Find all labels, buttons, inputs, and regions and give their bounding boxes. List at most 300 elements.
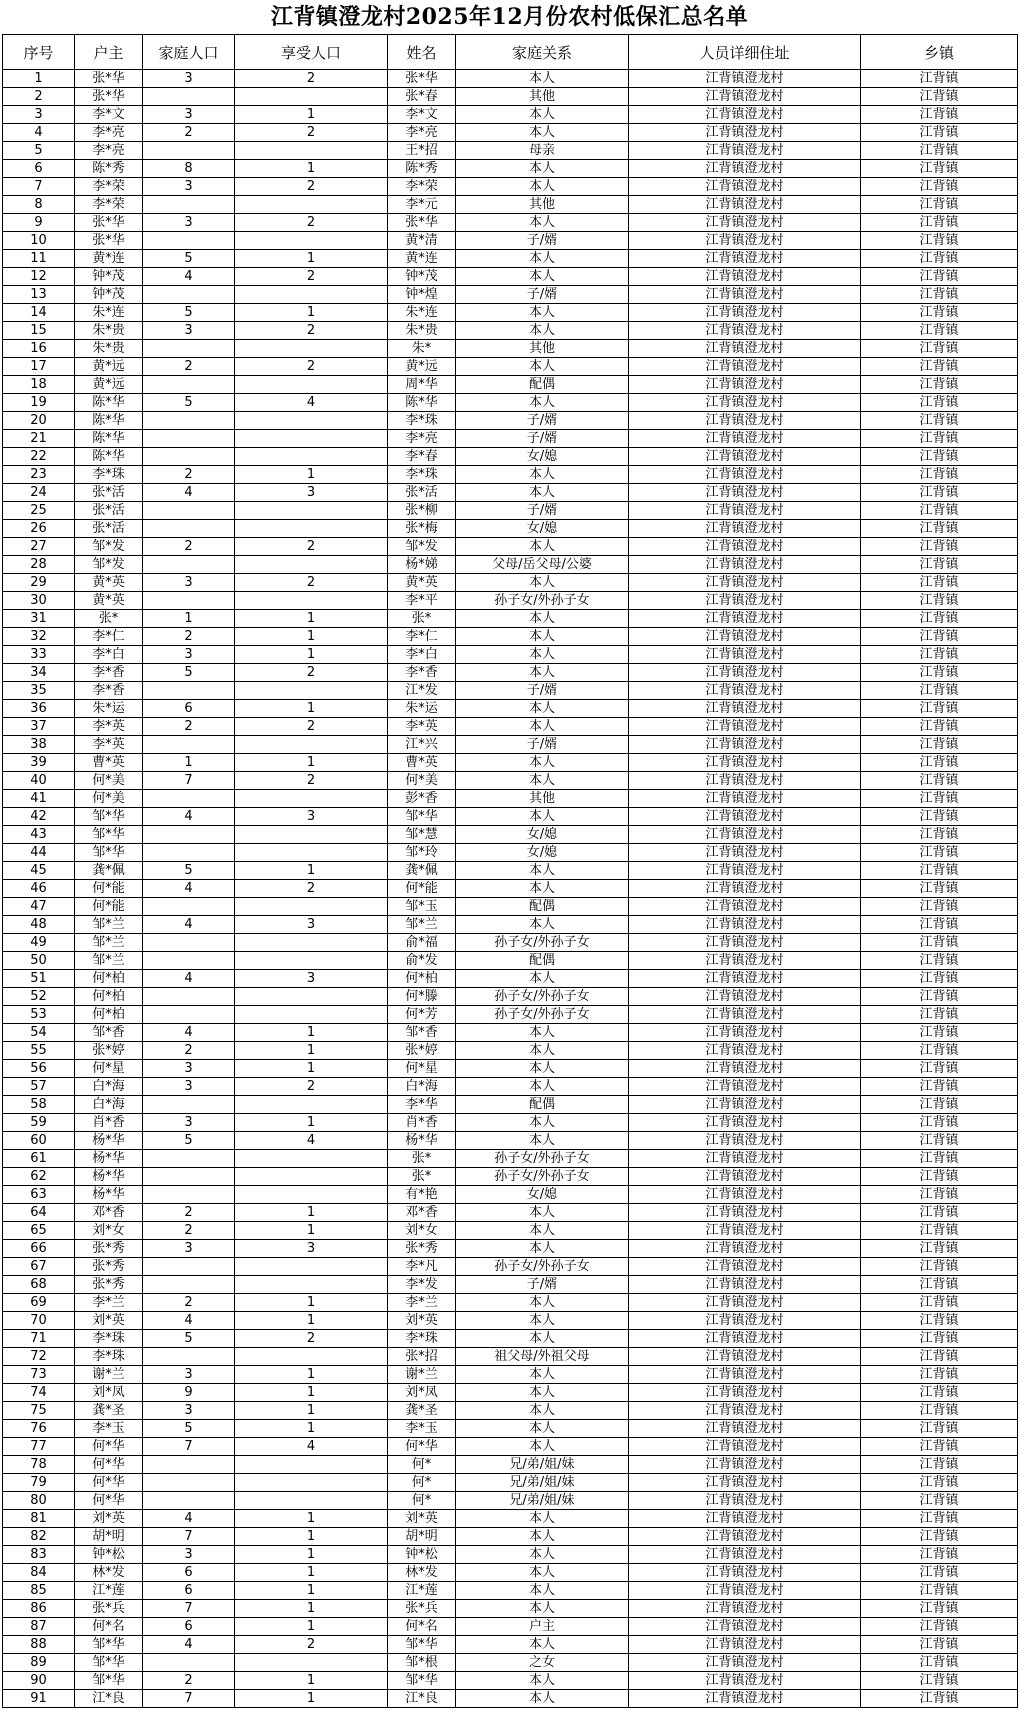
cell-name: 张*柳 (388, 502, 456, 520)
cell-township: 江背镇 (861, 1006, 1018, 1024)
cell-beneficiaries: 1 (235, 1618, 388, 1636)
document-title: 江背镇澄龙村2025年12月份农村低保汇总名单 (270, 4, 749, 30)
cell-address: 江背镇澄龙村 (629, 466, 861, 484)
table-row (3, 1294, 1018, 1312)
cell-address: 江背镇澄龙村 (629, 646, 861, 664)
cell-name: 何*星 (388, 1060, 456, 1078)
cell-index: 83 (3, 1546, 75, 1564)
cell-family-size (143, 520, 235, 538)
cell-relation: 孙子女/外孙子女 (456, 1006, 629, 1024)
cell-relation: 本人 (456, 862, 629, 880)
roster-table (2, 34, 1018, 1708)
cell-township: 江背镇 (861, 232, 1018, 250)
table-row (3, 628, 1018, 646)
cell-township: 江背镇 (861, 898, 1018, 916)
cell-relation: 本人 (456, 1636, 629, 1654)
cell-township: 江背镇 (861, 340, 1018, 358)
cell-beneficiaries (235, 1276, 388, 1294)
cell-name: 何*能 (388, 880, 456, 898)
table-row (3, 898, 1018, 916)
cell-relation: 子/婿 (456, 412, 629, 430)
cell-township: 江背镇 (861, 1276, 1018, 1294)
cell-township: 江背镇 (861, 1330, 1018, 1348)
cell-name: 张* (388, 1168, 456, 1186)
cell-family-size: 2 (143, 718, 235, 736)
cell-township: 江背镇 (861, 1096, 1018, 1114)
cell-household-head: 邹*华 (75, 808, 143, 826)
cell-address: 江背镇澄龙村 (629, 1042, 861, 1060)
cell-household-head: 李*兰 (75, 1294, 143, 1312)
cell-household-head: 李*仁 (75, 628, 143, 646)
cell-relation: 本人 (456, 1528, 629, 1546)
cell-index: 89 (3, 1654, 75, 1672)
cell-name: 李*香 (388, 664, 456, 682)
table-row (3, 106, 1018, 124)
cell-address: 江背镇澄龙村 (629, 574, 861, 592)
cell-township: 江背镇 (861, 124, 1018, 142)
cell-address: 江背镇澄龙村 (629, 160, 861, 178)
cell-household-head: 何*能 (75, 898, 143, 916)
cell-relation: 本人 (456, 106, 629, 124)
cell-address: 江背镇澄龙村 (629, 952, 861, 970)
cell-relation: 孙子女/外孙子女 (456, 1150, 629, 1168)
cell-beneficiaries: 1 (235, 1402, 388, 1420)
cell-index: 36 (3, 700, 75, 718)
cell-address: 江背镇澄龙村 (629, 628, 861, 646)
cell-name: 张* (388, 1150, 456, 1168)
cell-address: 江背镇澄龙村 (629, 934, 861, 952)
cell-household-head: 钟*茂 (75, 286, 143, 304)
table-row (3, 88, 1018, 106)
cell-index: 54 (3, 1024, 75, 1042)
cell-household-head: 谢*兰 (75, 1366, 143, 1384)
cell-address: 江背镇澄龙村 (629, 1366, 861, 1384)
cell-beneficiaries: 1 (235, 1042, 388, 1060)
cell-township: 江背镇 (861, 1114, 1018, 1132)
cell-household-head: 江*莲 (75, 1582, 143, 1600)
cell-address: 江背镇澄龙村 (629, 1060, 861, 1078)
table-row (3, 232, 1018, 250)
cell-index: 13 (3, 286, 75, 304)
cell-family-size: 2 (143, 466, 235, 484)
cell-family-size (143, 142, 235, 160)
cell-relation: 本人 (456, 1546, 629, 1564)
cell-index: 20 (3, 412, 75, 430)
cell-name: 张*春 (388, 88, 456, 106)
cell-address: 江背镇澄龙村 (629, 250, 861, 268)
cell-household-head: 张*活 (75, 520, 143, 538)
cell-family-size: 7 (143, 1600, 235, 1618)
cell-township: 江背镇 (861, 1222, 1018, 1240)
table-row (3, 340, 1018, 358)
col-header-beneficiaries: 享受人口 (235, 35, 388, 70)
cell-address: 江背镇澄龙村 (629, 664, 861, 682)
cell-household-head: 陈*华 (75, 430, 143, 448)
col-header-index: 序号 (3, 35, 75, 70)
cell-address: 江背镇澄龙村 (629, 1510, 861, 1528)
cell-beneficiaries (235, 556, 388, 574)
cell-household-head: 何*柏 (75, 1006, 143, 1024)
cell-name: 邹*发 (388, 538, 456, 556)
cell-township: 江背镇 (861, 448, 1018, 466)
cell-beneficiaries: 1 (235, 1312, 388, 1330)
cell-household-head: 李*珠 (75, 466, 143, 484)
cell-beneficiaries: 1 (235, 1366, 388, 1384)
cell-beneficiaries: 1 (235, 1582, 388, 1600)
cell-household-head: 张*华 (75, 232, 143, 250)
cell-name: 李*荣 (388, 178, 456, 196)
cell-relation: 本人 (456, 1204, 629, 1222)
cell-household-head: 钟*茂 (75, 268, 143, 286)
cell-family-size: 7 (143, 772, 235, 790)
cell-household-head: 朱*贵 (75, 322, 143, 340)
table-row (3, 1438, 1018, 1456)
cell-household-head: 杨*华 (75, 1132, 143, 1150)
cell-relation: 本人 (456, 718, 629, 736)
header-row (3, 35, 1018, 70)
table-row (3, 70, 1018, 88)
cell-beneficiaries (235, 88, 388, 106)
cell-beneficiaries: 1 (235, 1510, 388, 1528)
cell-household-head: 刘*英 (75, 1510, 143, 1528)
cell-index: 84 (3, 1564, 75, 1582)
table-row (3, 610, 1018, 628)
cell-index: 51 (3, 970, 75, 988)
cell-beneficiaries: 3 (235, 916, 388, 934)
cell-index: 16 (3, 340, 75, 358)
cell-name: 邹*玉 (388, 898, 456, 916)
cell-index: 68 (3, 1276, 75, 1294)
cell-address: 江背镇澄龙村 (629, 1150, 861, 1168)
cell-beneficiaries: 1 (235, 250, 388, 268)
cell-name: 江*发 (388, 682, 456, 700)
cell-beneficiaries (235, 520, 388, 538)
cell-beneficiaries (235, 1150, 388, 1168)
cell-township: 江背镇 (861, 610, 1018, 628)
table-row (3, 790, 1018, 808)
cell-household-head: 曹*英 (75, 754, 143, 772)
cell-beneficiaries: 1 (235, 754, 388, 772)
cell-index: 27 (3, 538, 75, 556)
table-row (3, 880, 1018, 898)
cell-address: 江背镇澄龙村 (629, 1078, 861, 1096)
table-row (3, 1690, 1018, 1708)
cell-address: 江背镇澄龙村 (629, 1492, 861, 1510)
cell-relation: 配偶 (456, 1096, 629, 1114)
cell-index: 40 (3, 772, 75, 790)
cell-household-head: 李*香 (75, 664, 143, 682)
table-row (3, 196, 1018, 214)
table-row (3, 1492, 1018, 1510)
cell-township: 江背镇 (861, 178, 1018, 196)
cell-township: 江背镇 (861, 916, 1018, 934)
cell-relation: 本人 (456, 646, 629, 664)
cell-relation: 之女 (456, 1654, 629, 1672)
cell-name: 张*华 (388, 70, 456, 88)
cell-family-size: 4 (143, 1510, 235, 1528)
cell-family-size: 4 (143, 970, 235, 988)
cell-household-head: 张*秀 (75, 1276, 143, 1294)
cell-household-head: 邓*香 (75, 1204, 143, 1222)
cell-index: 77 (3, 1438, 75, 1456)
cell-index: 38 (3, 736, 75, 754)
cell-address: 江背镇澄龙村 (629, 106, 861, 124)
cell-township: 江背镇 (861, 1366, 1018, 1384)
table-row (3, 826, 1018, 844)
cell-relation: 孙子女/外孙子女 (456, 592, 629, 610)
cell-name: 李*平 (388, 592, 456, 610)
cell-index: 19 (3, 394, 75, 412)
cell-township: 江背镇 (861, 682, 1018, 700)
cell-relation: 本人 (456, 160, 629, 178)
cell-name: 张*招 (388, 1348, 456, 1366)
cell-beneficiaries (235, 196, 388, 214)
cell-beneficiaries: 1 (235, 1384, 388, 1402)
cell-family-size (143, 988, 235, 1006)
cell-township: 江背镇 (861, 1060, 1018, 1078)
cell-family-size (143, 1168, 235, 1186)
cell-index: 28 (3, 556, 75, 574)
cell-household-head: 黄*远 (75, 358, 143, 376)
cell-township: 江背镇 (861, 1240, 1018, 1258)
cell-beneficiaries (235, 736, 388, 754)
cell-household-head: 杨*华 (75, 1168, 143, 1186)
cell-name: 李*白 (388, 646, 456, 664)
cell-beneficiaries (235, 898, 388, 916)
cell-family-size: 7 (143, 1690, 235, 1708)
cell-beneficiaries (235, 430, 388, 448)
cell-family-size: 4 (143, 916, 235, 934)
cell-name: 张*梅 (388, 520, 456, 538)
cell-beneficiaries: 2 (235, 124, 388, 142)
cell-name: 刘*英 (388, 1312, 456, 1330)
table-row (3, 1420, 1018, 1438)
cell-address: 江背镇澄龙村 (629, 1096, 861, 1114)
cell-family-size: 1 (143, 754, 235, 772)
cell-address: 江背镇澄龙村 (629, 718, 861, 736)
cell-relation: 孙子女/外孙子女 (456, 934, 629, 952)
cell-relation: 本人 (456, 1132, 629, 1150)
cell-name: 钟*松 (388, 1546, 456, 1564)
table-row (3, 754, 1018, 772)
cell-household-head: 何*美 (75, 772, 143, 790)
cell-family-size: 2 (143, 1222, 235, 1240)
cell-name: 朱*运 (388, 700, 456, 718)
cell-family-size (143, 1456, 235, 1474)
cell-household-head: 邹*华 (75, 826, 143, 844)
cell-index: 75 (3, 1402, 75, 1420)
cell-township: 江背镇 (861, 268, 1018, 286)
cell-township: 江背镇 (861, 1438, 1018, 1456)
table-row (3, 592, 1018, 610)
cell-index: 69 (3, 1294, 75, 1312)
cell-beneficiaries: 2 (235, 1330, 388, 1348)
cell-family-size: 2 (143, 1294, 235, 1312)
cell-township: 江背镇 (861, 1168, 1018, 1186)
cell-name: 肖*香 (388, 1114, 456, 1132)
cell-relation: 女/媳 (456, 520, 629, 538)
cell-beneficiaries (235, 1474, 388, 1492)
cell-name: 江*兴 (388, 736, 456, 754)
cell-name: 钟*煌 (388, 286, 456, 304)
cell-index: 2 (3, 88, 75, 106)
cell-household-head: 邹*香 (75, 1024, 143, 1042)
cell-household-head: 胡*明 (75, 1528, 143, 1546)
cell-name: 邹*华 (388, 808, 456, 826)
cell-beneficiaries: 2 (235, 178, 388, 196)
cell-index: 57 (3, 1078, 75, 1096)
cell-household-head: 李*英 (75, 736, 143, 754)
table-row (3, 1618, 1018, 1636)
cell-name: 邹*玲 (388, 844, 456, 862)
cell-name: 曹*英 (388, 754, 456, 772)
cell-township: 江背镇 (861, 322, 1018, 340)
cell-index: 6 (3, 160, 75, 178)
cell-family-size (143, 1654, 235, 1672)
cell-address: 江背镇澄龙村 (629, 682, 861, 700)
cell-household-head: 何*华 (75, 1456, 143, 1474)
table-row (3, 322, 1018, 340)
cell-household-head: 邹*兰 (75, 952, 143, 970)
cell-address: 江背镇澄龙村 (629, 340, 861, 358)
cell-name: 李*珠 (388, 466, 456, 484)
cell-household-head: 陈*华 (75, 448, 143, 466)
cell-name: 白*海 (388, 1078, 456, 1096)
cell-household-head: 白*海 (75, 1096, 143, 1114)
cell-household-head: 张* (75, 610, 143, 628)
cell-family-size: 2 (143, 1672, 235, 1690)
cell-index: 5 (3, 142, 75, 160)
cell-household-head: 李*荣 (75, 178, 143, 196)
cell-relation: 本人 (456, 1510, 629, 1528)
cell-address: 江背镇澄龙村 (629, 1384, 861, 1402)
cell-beneficiaries: 2 (235, 574, 388, 592)
table-row (3, 1654, 1018, 1672)
cell-beneficiaries (235, 376, 388, 394)
cell-township: 江背镇 (861, 1024, 1018, 1042)
cell-address: 江背镇澄龙村 (629, 1456, 861, 1474)
cell-township: 江背镇 (861, 790, 1018, 808)
cell-relation: 本人 (456, 754, 629, 772)
cell-address: 江背镇澄龙村 (629, 1240, 861, 1258)
cell-beneficiaries (235, 844, 388, 862)
table-row (3, 736, 1018, 754)
cell-relation: 子/婿 (456, 1276, 629, 1294)
cell-relation: 女/媳 (456, 844, 629, 862)
cell-family-size: 5 (143, 1330, 235, 1348)
cell-relation: 本人 (456, 970, 629, 988)
cell-relation: 女/媳 (456, 1186, 629, 1204)
table-row (3, 1510, 1018, 1528)
cell-address: 江背镇澄龙村 (629, 844, 861, 862)
cell-name: 龚*圣 (388, 1402, 456, 1420)
cell-relation: 子/婿 (456, 286, 629, 304)
cell-household-head: 杨*华 (75, 1186, 143, 1204)
cell-name: 何*滕 (388, 988, 456, 1006)
table-row (3, 664, 1018, 682)
cell-name: 何*华 (388, 1438, 456, 1456)
cell-address: 江背镇澄龙村 (629, 1114, 861, 1132)
cell-beneficiaries: 4 (235, 394, 388, 412)
cell-index: 50 (3, 952, 75, 970)
cell-household-head: 张*活 (75, 502, 143, 520)
cell-family-size (143, 448, 235, 466)
cell-household-head: 李*荣 (75, 196, 143, 214)
cell-household-head: 张*秀 (75, 1240, 143, 1258)
table-row (3, 1114, 1018, 1132)
cell-name: 张*华 (388, 214, 456, 232)
table-row (3, 1348, 1018, 1366)
cell-relation: 子/婿 (456, 232, 629, 250)
table-row (3, 1042, 1018, 1060)
cell-name: 陈*华 (388, 394, 456, 412)
cell-family-size: 4 (143, 1312, 235, 1330)
cell-relation: 本人 (456, 1384, 629, 1402)
cell-index: 60 (3, 1132, 75, 1150)
cell-address: 江背镇澄龙村 (629, 394, 861, 412)
cell-township: 江背镇 (861, 1546, 1018, 1564)
cell-name: 江*良 (388, 1690, 456, 1708)
cell-household-head: 黄*英 (75, 592, 143, 610)
cell-relation: 本人 (456, 628, 629, 646)
cell-relation: 本人 (456, 1438, 629, 1456)
cell-beneficiaries: 1 (235, 700, 388, 718)
cell-household-head: 张*婷 (75, 1042, 143, 1060)
cell-household-head: 陈*秀 (75, 160, 143, 178)
cell-beneficiaries (235, 826, 388, 844)
cell-relation: 本人 (456, 1330, 629, 1348)
table-row (3, 1060, 1018, 1078)
cell-beneficiaries (235, 142, 388, 160)
cell-household-head: 张*秀 (75, 1258, 143, 1276)
table-row (3, 448, 1018, 466)
cell-index: 90 (3, 1672, 75, 1690)
cell-index: 15 (3, 322, 75, 340)
cell-relation: 兄/弟/姐/妹 (456, 1474, 629, 1492)
cell-index: 48 (3, 916, 75, 934)
cell-index: 31 (3, 610, 75, 628)
cell-name: 李*珠 (388, 412, 456, 430)
cell-address: 江背镇澄龙村 (629, 1402, 861, 1420)
cell-address: 江背镇澄龙村 (629, 484, 861, 502)
cell-township: 江背镇 (861, 772, 1018, 790)
cell-family-size (143, 952, 235, 970)
cell-index: 11 (3, 250, 75, 268)
cell-address: 江背镇澄龙村 (629, 1222, 861, 1240)
cell-family-size (143, 790, 235, 808)
cell-family-size: 5 (143, 250, 235, 268)
cell-address: 江背镇澄龙村 (629, 520, 861, 538)
cell-index: 58 (3, 1096, 75, 1114)
cell-family-size: 2 (143, 124, 235, 142)
cell-address: 江背镇澄龙村 (629, 448, 861, 466)
table-row (3, 916, 1018, 934)
cell-relation: 本人 (456, 124, 629, 142)
cell-household-head: 邹*发 (75, 538, 143, 556)
cell-household-head: 江*良 (75, 1690, 143, 1708)
cell-family-size (143, 502, 235, 520)
cell-household-head: 陈*华 (75, 412, 143, 430)
cell-township: 江背镇 (861, 646, 1018, 664)
cell-address: 江背镇澄龙村 (629, 1330, 861, 1348)
cell-township: 江背镇 (861, 1474, 1018, 1492)
cell-name: 何* (388, 1474, 456, 1492)
cell-township: 江背镇 (861, 412, 1018, 430)
cell-index: 33 (3, 646, 75, 664)
table-row (3, 1312, 1018, 1330)
cell-index: 74 (3, 1384, 75, 1402)
cell-household-head: 何*柏 (75, 970, 143, 988)
